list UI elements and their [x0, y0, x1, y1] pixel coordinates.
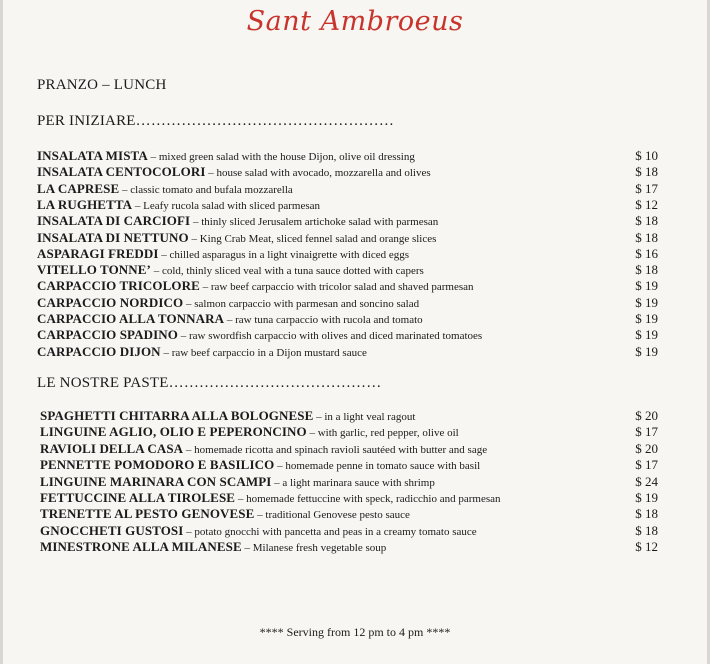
menu-item — [0, 262, 710, 279]
dish-description: salmon carpaccio with parmesan and soncino salad — [194, 297, 420, 310]
menu-item — [0, 474, 710, 491]
menu-item — [0, 490, 710, 507]
dish-price: $ 17 — [635, 457, 658, 473]
dish-separator: – — [313, 411, 325, 423]
dish-name: RAVIOLI DELLA CASA — [40, 440, 184, 456]
dish-name: CARPACCIO DIJON — [37, 343, 161, 359]
dish-name: CARPACCIO TRICOLORE — [37, 278, 200, 294]
menu-item — [0, 295, 710, 312]
menu-item — [0, 523, 710, 540]
dish-price: $ 18 — [635, 506, 658, 522]
dish-price: $ 18 — [635, 522, 658, 538]
dish-price: $ 19 — [635, 278, 658, 294]
dish-separator: – — [306, 427, 318, 440]
dish-description: in a light veal ragout — [324, 411, 416, 423]
dish-name: SPAGHETTI CHITARRA ALLA BOLOGNESE — [40, 408, 314, 423]
dish-name: LA CAPRESE — [37, 180, 120, 196]
dish-name: MINESTRONE ALLA MILANESE — [40, 539, 242, 555]
dish-price: $ 10 — [635, 148, 658, 163]
dish-name: CARPACCIO ALLA TONNARA — [37, 311, 225, 326]
menu-item — [0, 441, 710, 458]
menu-item — [0, 230, 710, 247]
dish-description: chilled asparagus in a light vinaigrette with diced eggs — [169, 248, 410, 261]
dish-separator: – — [199, 281, 211, 294]
dish-separator: – — [183, 297, 195, 310]
menu-item — [0, 344, 710, 361]
dish-price: $ 19 — [635, 294, 658, 310]
dish-description: Leafy rucola salad with sliced parmesan — [143, 199, 320, 212]
dish-price: $ 18 — [635, 164, 658, 180]
dish-separator: – — [158, 248, 170, 261]
menu-item — [0, 246, 710, 263]
dish-description: Milanese fresh vegetable soup — [252, 542, 387, 555]
dish-description: classic tomato and bufala mozzarella — [130, 183, 293, 196]
dish-description: traditional Genovese pesto sauce — [265, 509, 410, 522]
heading-lunch: PRANZO – LUNCH — [37, 77, 167, 93]
dish-name: LINGUINE MARINARA CON SCAMPI — [40, 473, 272, 489]
dish-description: potato gnocchi with pancetta and peas in a creamy tomato sauce — [194, 525, 477, 538]
dish-price: $ 20 — [635, 408, 658, 423]
dish-name: INSALATA CENTOCOLORI — [37, 164, 206, 180]
dish-description: house salad with avocado, mozzarella and olives — [216, 167, 431, 180]
dish-description: King Crab Meat, sliced fennel salad and orange slices — [199, 232, 437, 245]
dish-separator: – — [271, 476, 283, 489]
dish-separator: – — [190, 216, 202, 229]
menu-item — [0, 327, 710, 344]
dish-name: INSALATA DI CARCIOFI — [37, 213, 191, 229]
dish-price: $ 20 — [635, 440, 658, 456]
dish-price: $ 12 — [635, 539, 658, 555]
dish-price: $ 18 — [635, 262, 658, 278]
heading-starters: PER INIZIARE…………………………………………… — [37, 113, 395, 129]
dish-separator: – — [119, 183, 131, 196]
dish-separator: – — [183, 525, 195, 538]
dish-description: with garlic, red pepper, olive oil — [317, 427, 459, 440]
menu-item — [0, 148, 710, 165]
dish-separator: – — [235, 493, 247, 505]
dish-name: LINGUINE AGLIO, OLIO E PEPERONCINO — [40, 424, 307, 440]
menu-item — [0, 181, 710, 198]
dish-name: LA RUGHETTA — [37, 196, 133, 212]
dish-price: $ 17 — [635, 180, 658, 196]
serving-hours: **** Serving from 12 pm to 4 pm **** — [259, 625, 451, 639]
dish-price: $ 18 — [635, 229, 658, 245]
dish-name: ASPARAGI FREDDI — [37, 245, 159, 261]
menu-item — [0, 197, 710, 214]
dish-separator: – — [183, 443, 195, 456]
dish-price: $ 19 — [635, 490, 658, 505]
dish-description: mixed green salad with the house Dijon, olive oil dressing — [158, 151, 415, 163]
dish-separator: – — [147, 151, 159, 163]
dish-separator: – — [188, 232, 200, 245]
dish-description: raw beef carpaccio with tricolor salad and shaved parmesan — [210, 281, 474, 294]
dish-description: homemade ricotta and spinach ravioli sautéed with butter and sage — [194, 443, 488, 456]
dish-price: $ 17 — [635, 424, 658, 440]
menu-item — [0, 278, 710, 295]
dish-separator: – — [254, 509, 266, 522]
dish-price: $ 19 — [635, 311, 658, 326]
menu-item — [0, 213, 710, 230]
dish-separator: – — [274, 460, 286, 473]
dish-separator: – — [132, 199, 144, 212]
dish-name: PENNETTE POMODORO E BASILICO — [40, 457, 275, 473]
dish-name: TRENETTE AL PESTO GENOVESE — [40, 506, 255, 522]
heading-pasta: LE NOSTRE PASTE…………………………………… — [37, 375, 382, 391]
dish-name: INSALATA DI NETTUNO — [37, 229, 189, 245]
dish-separator: – — [150, 265, 162, 278]
dish-price: $ 24 — [635, 473, 658, 489]
menu-item — [0, 164, 710, 181]
menu-item — [0, 311, 710, 328]
restaurant-logo: Sant Ambroeus — [246, 6, 464, 37]
menu-item — [0, 408, 710, 425]
dish-separator: – — [160, 346, 172, 359]
dish-description: a light marinara sauce with shrimp — [282, 476, 435, 489]
dish-separator: – — [205, 167, 217, 180]
dish-price: $ 12 — [635, 196, 658, 212]
dish-description: homemade fettuccine with speck, radicchio and parmesan — [246, 493, 501, 505]
dish-description: cold, thinly sliced veal with a tuna sauce dotted with capers — [161, 265, 424, 278]
dish-separator: – — [177, 330, 189, 343]
dish-name: VITELLO TONNE’ — [37, 262, 151, 278]
dish-description: thinly sliced Jerusalem artichoke salad with parmesan — [201, 216, 439, 229]
menu-item — [0, 539, 710, 556]
menu-item — [0, 506, 710, 523]
dish-name: CARPACCIO NORDICO — [37, 294, 184, 310]
dish-price: $ 19 — [635, 343, 658, 359]
dish-price: $ 16 — [635, 245, 658, 261]
dish-name: INSALATA MISTA — [37, 148, 148, 163]
dish-name: FETTUCCINE ALLA TIROLESE — [40, 490, 236, 505]
dish-price: $ 18 — [635, 213, 658, 229]
dish-description: homemade penne in tomato sauce with basil — [285, 460, 481, 473]
dish-description: raw swordfish carpaccio with olives and diced marinated tomatoes — [188, 330, 483, 343]
dish-separator: – — [224, 314, 236, 326]
menu-item — [0, 424, 710, 441]
dish-separator: – — [241, 542, 253, 555]
dish-name: CARPACCIO SPADINO — [37, 327, 178, 343]
menu-item — [0, 457, 710, 474]
dish-description: raw tuna carpaccio with rucola and tomato — [235, 314, 423, 326]
dish-name: GNOCCHETI GUSTOSI — [40, 522, 184, 538]
dish-description: raw beef carpaccio in a Dijon mustard sauce — [171, 346, 367, 359]
dish-price: $ 19 — [635, 327, 658, 343]
